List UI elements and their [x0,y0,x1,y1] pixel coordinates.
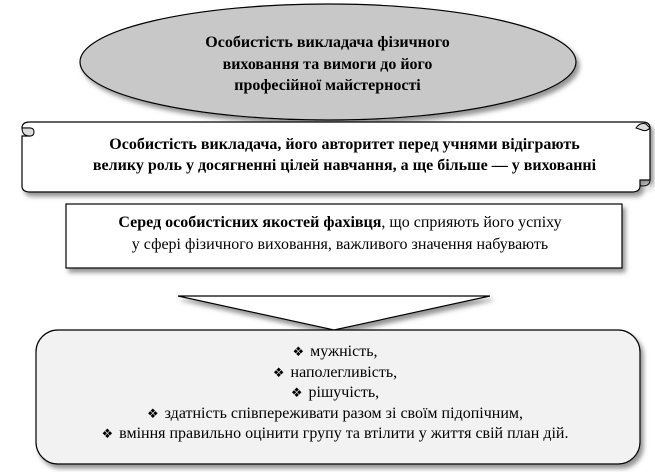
middle-bold-phrase: Серед особистісних якостей фахівця [118,214,382,231]
title-line-1: Особистість викладача фізичного [205,34,450,51]
scroll-line-1: Особистість викладача, його авторитет перед учнями відіграють [109,136,580,153]
scroll-text [52,134,637,176]
list-item-text: рішучість, [308,384,380,401]
list-item-text: вміння правильно оцінити групу та втілити у життя свій план дій. [119,425,569,442]
title-text [150,32,505,97]
diamond-bullet-icon: ❖ [146,405,159,421]
qualities-list [50,342,620,445]
down-arrow [178,296,490,330]
list-item [50,363,620,384]
diamond-bullet-icon: ❖ [290,385,303,400]
diamond-bullet-icon: ❖ [292,344,305,359]
list-item-text: здатність співпереживати разом зі своїм підопічним, [164,404,524,422]
diamond-bullet-icon: ❖ [272,364,285,380]
middle-rest-phrase: , що сприяють його успіху [381,214,562,231]
list-item [50,383,620,404]
middle-line-1 [70,212,610,234]
list-item [50,404,620,425]
list-item [50,342,620,363]
diamond-bullet-icon: ❖ [101,426,114,441]
title-line-2: виховання та вимоги до його [222,55,433,73]
title-line-3: професійної майстерності [234,77,421,94]
middle-text [70,212,610,256]
list-item-text: наполегливість, [290,363,398,381]
list-item [50,424,620,445]
scroll-line-2: велику роль у досягненні цілей навчання, а ще більше — у вихованні [92,157,597,174]
list-item-text: мужність, [310,343,378,360]
middle-line-2: у сфері фізичного виховання, важливого значення набувають [131,236,549,253]
